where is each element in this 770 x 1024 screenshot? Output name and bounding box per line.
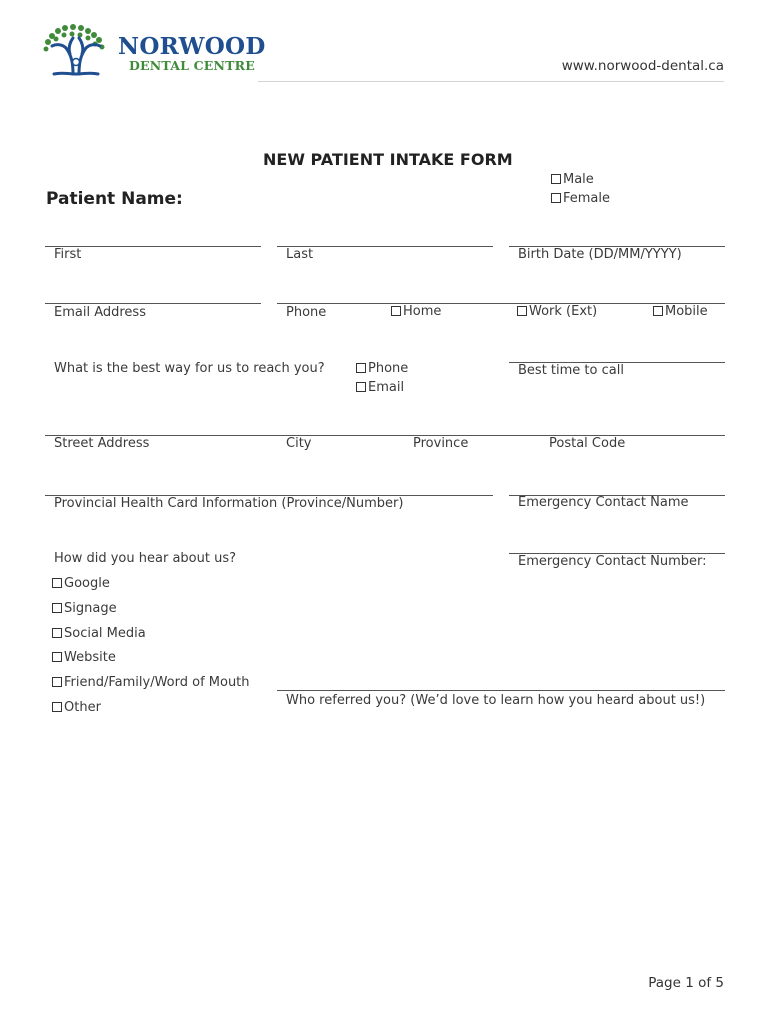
logo [42,24,266,80]
gender-female-option[interactable] [551,191,610,206]
health-card-label: Provincial Health Card Information (Province/Number) [54,496,404,511]
website-url[interactable]: www.norwood-dental.ca [561,58,724,74]
best-time-label: Best time to call [518,363,624,378]
tree-logo-icon [42,24,112,78]
phone-label: Phone [286,305,327,320]
first-name-label: First [54,247,82,262]
patient-name-label: Patient Name: [46,189,183,209]
other-label: Other [64,700,101,715]
reach-phone-label: Phone [368,361,409,376]
reach-email-label: Email [368,380,405,395]
work-label: Work (Ext) [529,304,598,319]
hear-option-friend[interactable] [52,675,250,690]
male-checkbox[interactable] [551,174,561,184]
mobile-checkbox[interactable] [653,306,663,316]
emergency-name-label: Emergency Contact Name [518,495,689,510]
work-checkbox[interactable] [517,306,527,316]
province-label: Province [413,436,469,451]
friend-label: Friend/Family/Word of Mouth [64,675,250,690]
social-media-checkbox[interactable] [52,628,62,638]
website-checkbox[interactable] [52,652,62,662]
hear-question: How did you hear about us? [54,551,236,566]
phone-home-option[interactable] [391,304,441,319]
home-checkbox[interactable] [391,306,401,316]
signage-checkbox[interactable] [52,603,62,613]
reach-email-checkbox[interactable] [356,382,366,392]
logo-title: NORWOOD [118,33,266,60]
male-label: Male [563,172,594,187]
home-label: Home [403,304,442,319]
city-label: City [286,436,312,451]
hear-option-other[interactable] [52,700,101,715]
hear-option-website[interactable] [52,650,116,665]
emergency-number-label: Emergency Contact Number: [518,554,707,569]
header-divider [258,81,724,82]
reach-phone-option[interactable] [356,361,408,376]
gender-male-option[interactable] [551,172,594,187]
reach-question: What is the best way for us to reach you? [54,361,325,376]
birth-date-label: Birth Date (DD/MM/YYYY) [518,247,682,262]
email-line[interactable] [45,303,261,304]
google-checkbox[interactable] [52,578,62,588]
hear-option-google[interactable] [52,576,110,591]
page-number: Page 1 of 5 [648,975,724,991]
reach-phone-checkbox[interactable] [356,363,366,373]
form-title: NEW PATIENT INTAKE FORM [263,150,513,169]
mobile-label: Mobile [665,304,708,319]
last-name-label: Last [286,247,314,262]
female-label: Female [563,191,611,206]
logo-subtitle: DENTAL CENTRE [129,58,255,73]
phone-work-option[interactable] [517,304,597,319]
hear-option-signage[interactable] [52,601,117,616]
social-media-label: Social Media [64,626,146,641]
other-checkbox[interactable] [52,702,62,712]
google-label: Google [64,576,110,591]
phone-mobile-option[interactable] [653,304,708,319]
hear-option-social-media[interactable] [52,626,146,641]
referred-line[interactable] [277,690,725,691]
referred-label: Who referred you? (We’d love to learn how you heard about us!) [286,693,706,708]
street-address-label: Street Address [54,436,150,451]
friend-checkbox[interactable] [52,677,62,687]
email-label: Email Address [54,305,146,320]
reach-email-option[interactable] [356,380,404,395]
website-label: Website [64,650,116,665]
postal-code-label: Postal Code [549,436,626,451]
female-checkbox[interactable] [551,193,561,203]
signage-label: Signage [64,601,117,616]
